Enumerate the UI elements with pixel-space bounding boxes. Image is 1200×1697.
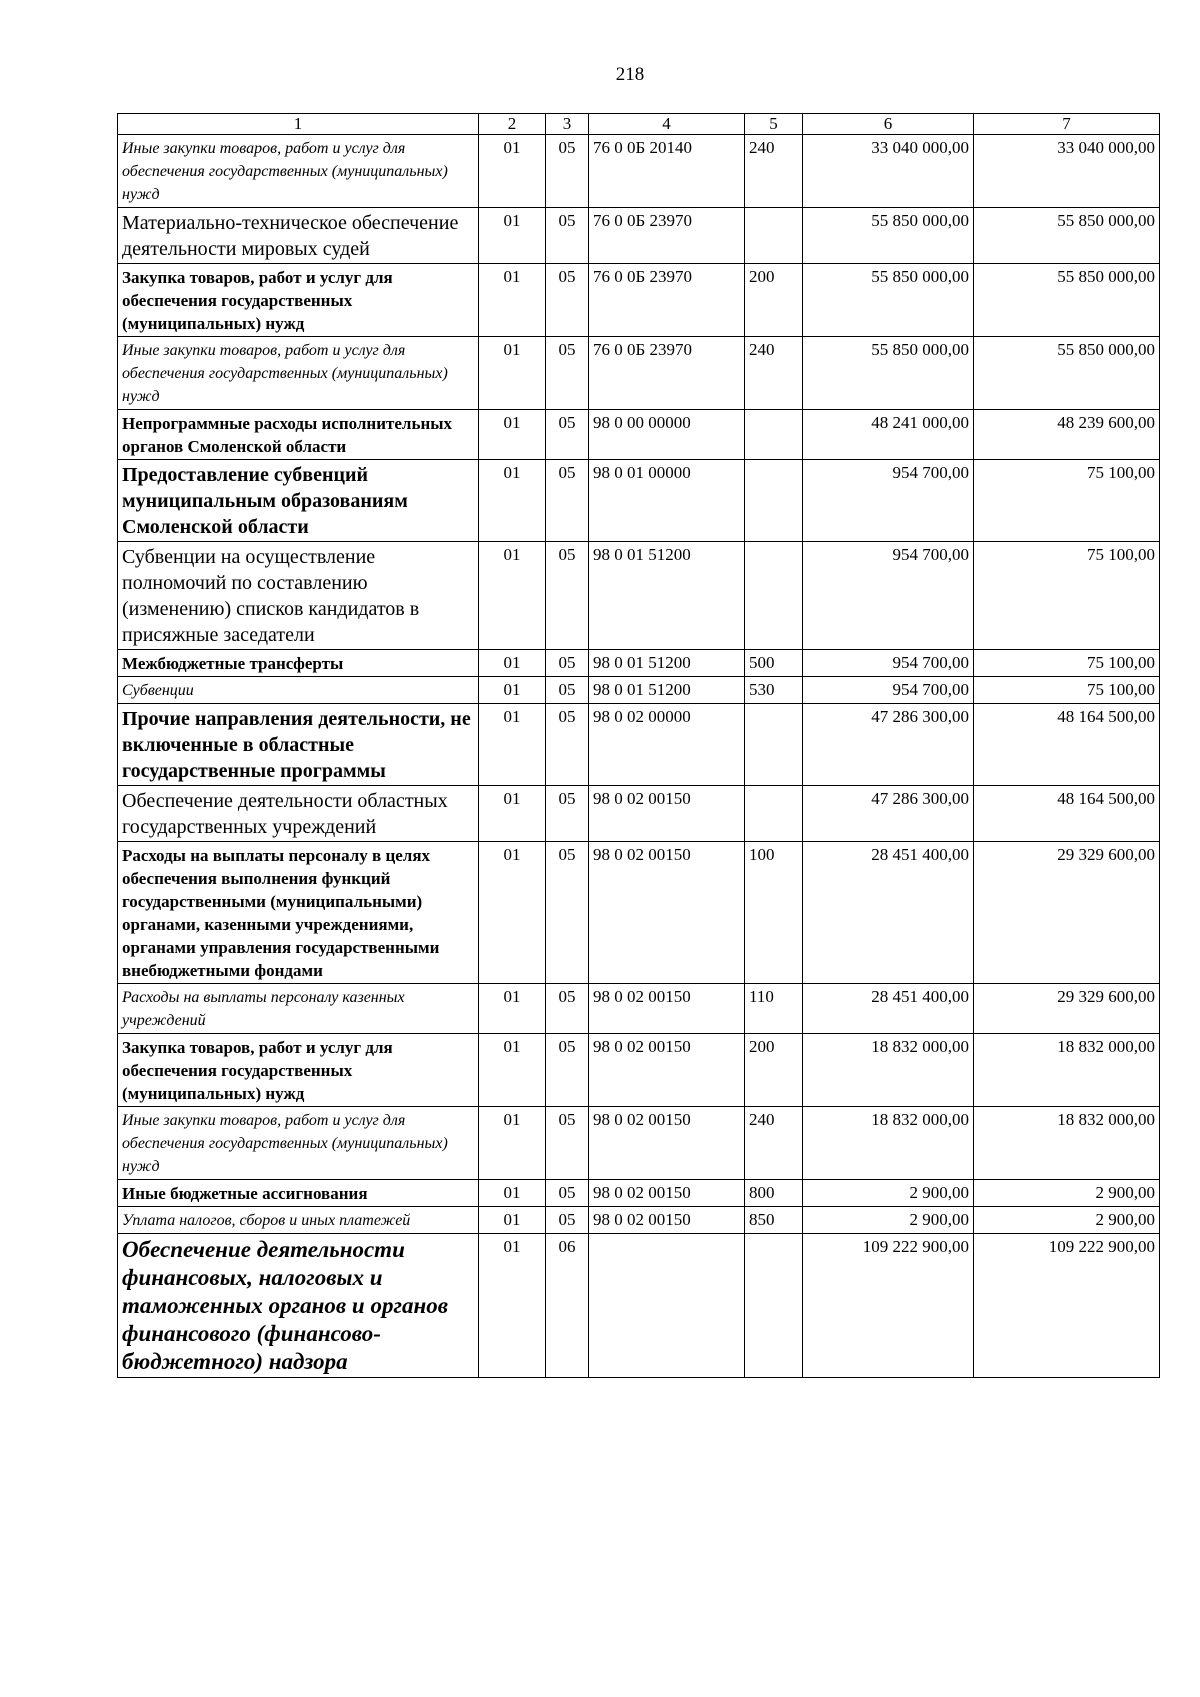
subsection-code-cell: 05	[546, 410, 589, 460]
expense-name-cell: Закупка товаров, работ и услуг для обеспечения государственных (муниципальных) нужд	[118, 1034, 479, 1107]
target-article-cell: 98 0 01 00000	[589, 460, 745, 542]
table-row	[118, 786, 1160, 842]
amount-year2-cell: 75 100,00	[974, 542, 1160, 650]
subsection-code-cell: 05	[546, 337, 589, 410]
amount-year2-cell: 109 222 900,00	[974, 1234, 1160, 1378]
target-article-cell	[589, 1234, 745, 1378]
amount-year2-cell: 55 850 000,00	[974, 208, 1160, 264]
section-code-cell: 01	[479, 542, 546, 650]
target-article-cell: 98 0 00 00000	[589, 410, 745, 460]
subsection-code-cell: 05	[546, 460, 589, 542]
amount-year1-cell: 28 451 400,00	[803, 984, 974, 1034]
subsection-code-cell: 05	[546, 842, 589, 984]
amount-year1-cell: 954 700,00	[803, 650, 974, 677]
page-number: 218	[615, 64, 645, 85]
target-article-cell: 98 0 02 00150	[589, 1180, 745, 1207]
expense-type-cell: 800	[745, 1180, 803, 1207]
table-body	[118, 135, 1160, 1378]
expense-type-cell: 240	[745, 1107, 803, 1180]
expense-type-cell: 200	[745, 264, 803, 337]
section-code-cell: 01	[479, 1234, 546, 1378]
column-number-row	[118, 114, 1160, 135]
expense-type-cell: 100	[745, 842, 803, 984]
subsection-code-cell: 05	[546, 650, 589, 677]
section-code-cell: 01	[479, 677, 546, 704]
section-code-cell: 01	[479, 410, 546, 460]
expense-name-cell: Субвенции на осуществление полномочий по составлению (изменению) списков кандидатов в присяжные заседатели	[118, 542, 479, 650]
subsection-code-cell: 05	[546, 542, 589, 650]
target-article-cell: 98 0 01 51200	[589, 677, 745, 704]
table-row	[118, 1034, 1160, 1107]
table-row	[118, 677, 1160, 704]
expense-name-cell: Прочие направления деятельности, не включенные в областные государственные программы	[118, 704, 479, 786]
expense-name-cell: Обеспечение деятельности областных государственных учреждений	[118, 786, 479, 842]
expense-type-cell	[745, 208, 803, 264]
expense-type-cell: 530	[745, 677, 803, 704]
amount-year2-cell: 2 900,00	[974, 1207, 1160, 1234]
amount-year1-cell: 28 451 400,00	[803, 842, 974, 984]
column-number-header: 7	[974, 114, 1160, 135]
expense-type-cell: 200	[745, 1034, 803, 1107]
expense-name-cell: Закупка товаров, работ и услуг для обеспечения государственных (муниципальных) нужд	[118, 264, 479, 337]
section-code-cell: 01	[479, 1207, 546, 1234]
expense-name-cell: Иные закупки товаров, работ и услуг для обеспечения государственных (муниципальных) нужд	[118, 135, 479, 208]
amount-year1-cell: 55 850 000,00	[803, 208, 974, 264]
target-article-cell: 98 0 02 00150	[589, 1207, 745, 1234]
table-row	[118, 337, 1160, 410]
table-row	[118, 135, 1160, 208]
amount-year1-cell: 33 040 000,00	[803, 135, 974, 208]
expense-type-cell	[745, 1234, 803, 1378]
amount-year1-cell: 109 222 900,00	[803, 1234, 974, 1378]
section-code-cell: 01	[479, 786, 546, 842]
target-article-cell: 76 0 0Б 23970	[589, 337, 745, 410]
section-code-cell: 01	[479, 1034, 546, 1107]
amount-year2-cell: 2 900,00	[974, 1180, 1160, 1207]
expense-type-cell	[745, 704, 803, 786]
table-row	[118, 208, 1160, 264]
table-row	[118, 704, 1160, 786]
subsection-code-cell: 05	[546, 264, 589, 337]
target-article-cell: 98 0 02 00000	[589, 704, 745, 786]
subsection-code-cell: 05	[546, 677, 589, 704]
amount-year1-cell: 55 850 000,00	[803, 337, 974, 410]
target-article-cell: 98 0 01 51200	[589, 650, 745, 677]
amount-year1-cell: 48 241 000,00	[803, 410, 974, 460]
expense-type-cell: 240	[745, 337, 803, 410]
expense-name-cell: Уплата налогов, сборов и иных платежей	[118, 1207, 479, 1234]
expense-type-cell	[745, 410, 803, 460]
subsection-code-cell: 05	[546, 1207, 589, 1234]
amount-year2-cell: 18 832 000,00	[974, 1107, 1160, 1180]
amount-year1-cell: 954 700,00	[803, 677, 974, 704]
amount-year1-cell: 55 850 000,00	[803, 264, 974, 337]
subsection-code-cell: 05	[546, 1034, 589, 1107]
expense-name-cell: Расходы на выплаты персоналу в целях обеспечения выполнения функций государственными (муниципальными) органами, казенными учреждениями, органами управления государственными внебюджетными фондами	[118, 842, 479, 984]
expense-type-cell: 500	[745, 650, 803, 677]
table-row	[118, 1234, 1160, 1378]
section-code-cell: 01	[479, 984, 546, 1034]
target-article-cell: 98 0 01 51200	[589, 542, 745, 650]
target-article-cell: 76 0 0Б 20140	[589, 135, 745, 208]
amount-year2-cell: 18 832 000,00	[974, 1034, 1160, 1107]
expense-name-cell: Субвенции	[118, 677, 479, 704]
subsection-code-cell: 05	[546, 1180, 589, 1207]
table-row	[118, 460, 1160, 542]
amount-year1-cell: 18 832 000,00	[803, 1034, 974, 1107]
amount-year1-cell: 18 832 000,00	[803, 1107, 974, 1180]
table-row	[118, 1180, 1160, 1207]
subsection-code-cell: 05	[546, 704, 589, 786]
table-row	[118, 1207, 1160, 1234]
section-code-cell: 01	[479, 135, 546, 208]
target-article-cell: 76 0 0Б 23970	[589, 264, 745, 337]
table-row	[118, 410, 1160, 460]
expense-type-cell: 850	[745, 1207, 803, 1234]
subsection-code-cell: 05	[546, 786, 589, 842]
subsection-code-cell: 06	[546, 1234, 589, 1378]
expense-name-cell: Иные бюджетные ассигнования	[118, 1180, 479, 1207]
table-row	[118, 984, 1160, 1034]
target-article-cell: 98 0 02 00150	[589, 842, 745, 984]
column-number-header: 3	[546, 114, 589, 135]
amount-year2-cell: 75 100,00	[974, 677, 1160, 704]
expense-name-cell: Непрограммные расходы исполнительных органов Смоленской области	[118, 410, 479, 460]
section-code-cell: 01	[479, 337, 546, 410]
target-article-cell: 98 0 02 00150	[589, 1034, 745, 1107]
expense-name-cell: Иные закупки товаров, работ и услуг для обеспечения государственных (муниципальных) нужд	[118, 337, 479, 410]
target-article-cell: 98 0 02 00150	[589, 1107, 745, 1180]
section-code-cell: 01	[479, 208, 546, 264]
amount-year1-cell: 2 900,00	[803, 1207, 974, 1234]
amount-year1-cell: 954 700,00	[803, 460, 974, 542]
section-code-cell: 01	[479, 704, 546, 786]
amount-year2-cell: 29 329 600,00	[974, 842, 1160, 984]
amount-year2-cell: 48 239 600,00	[974, 410, 1160, 460]
target-article-cell: 76 0 0Б 23970	[589, 208, 745, 264]
amount-year1-cell: 954 700,00	[803, 542, 974, 650]
amount-year1-cell: 47 286 300,00	[803, 704, 974, 786]
section-code-cell: 01	[479, 460, 546, 542]
amount-year2-cell: 29 329 600,00	[974, 984, 1160, 1034]
target-article-cell: 98 0 02 00150	[589, 984, 745, 1034]
table-row	[118, 264, 1160, 337]
section-code-cell: 01	[479, 650, 546, 677]
expense-name-cell: Обеспечение деятельности финансовых, налоговых и таможенных органов и органов финансового (финансово-бюджетного) надзора	[118, 1234, 479, 1378]
budget-table	[117, 113, 1160, 1378]
amount-year1-cell: 47 286 300,00	[803, 786, 974, 842]
subsection-code-cell: 05	[546, 135, 589, 208]
amount-year2-cell: 75 100,00	[974, 650, 1160, 677]
amount-year2-cell: 55 850 000,00	[974, 264, 1160, 337]
amount-year2-cell: 48 164 500,00	[974, 786, 1160, 842]
column-number-header: 1	[118, 114, 479, 135]
column-number-header: 6	[803, 114, 974, 135]
expense-name-cell: Иные закупки товаров, работ и услуг для обеспечения государственных (муниципальных) нужд	[118, 1107, 479, 1180]
expense-type-cell: 240	[745, 135, 803, 208]
amount-year2-cell: 33 040 000,00	[974, 135, 1160, 208]
subsection-code-cell: 05	[546, 1107, 589, 1180]
table-row	[118, 1107, 1160, 1180]
expense-name-cell: Материально-техническое обеспечение деятельности мировых судей	[118, 208, 479, 264]
section-code-cell: 01	[479, 1180, 546, 1207]
amount-year2-cell: 55 850 000,00	[974, 337, 1160, 410]
expense-type-cell: 110	[745, 984, 803, 1034]
expense-type-cell	[745, 542, 803, 650]
table-row	[118, 650, 1160, 677]
section-code-cell: 01	[479, 1107, 546, 1180]
table-row	[118, 542, 1160, 650]
column-number-header: 4	[589, 114, 745, 135]
section-code-cell: 01	[479, 842, 546, 984]
table-row	[118, 842, 1160, 984]
target-article-cell: 98 0 02 00150	[589, 786, 745, 842]
subsection-code-cell: 05	[546, 208, 589, 264]
amount-year2-cell: 48 164 500,00	[974, 704, 1160, 786]
expense-name-cell: Межбюджетные трансферты	[118, 650, 479, 677]
expense-name-cell: Расходы на выплаты персоналу казенных учреждений	[118, 984, 479, 1034]
column-number-header: 2	[479, 114, 546, 135]
expense-type-cell	[745, 786, 803, 842]
section-code-cell: 01	[479, 264, 546, 337]
column-number-header: 5	[745, 114, 803, 135]
amount-year2-cell: 75 100,00	[974, 460, 1160, 542]
expense-type-cell	[745, 460, 803, 542]
subsection-code-cell: 05	[546, 984, 589, 1034]
expense-name-cell: Предоставление субвенций муниципальным образованиям Смоленской области	[118, 460, 479, 542]
amount-year1-cell: 2 900,00	[803, 1180, 974, 1207]
